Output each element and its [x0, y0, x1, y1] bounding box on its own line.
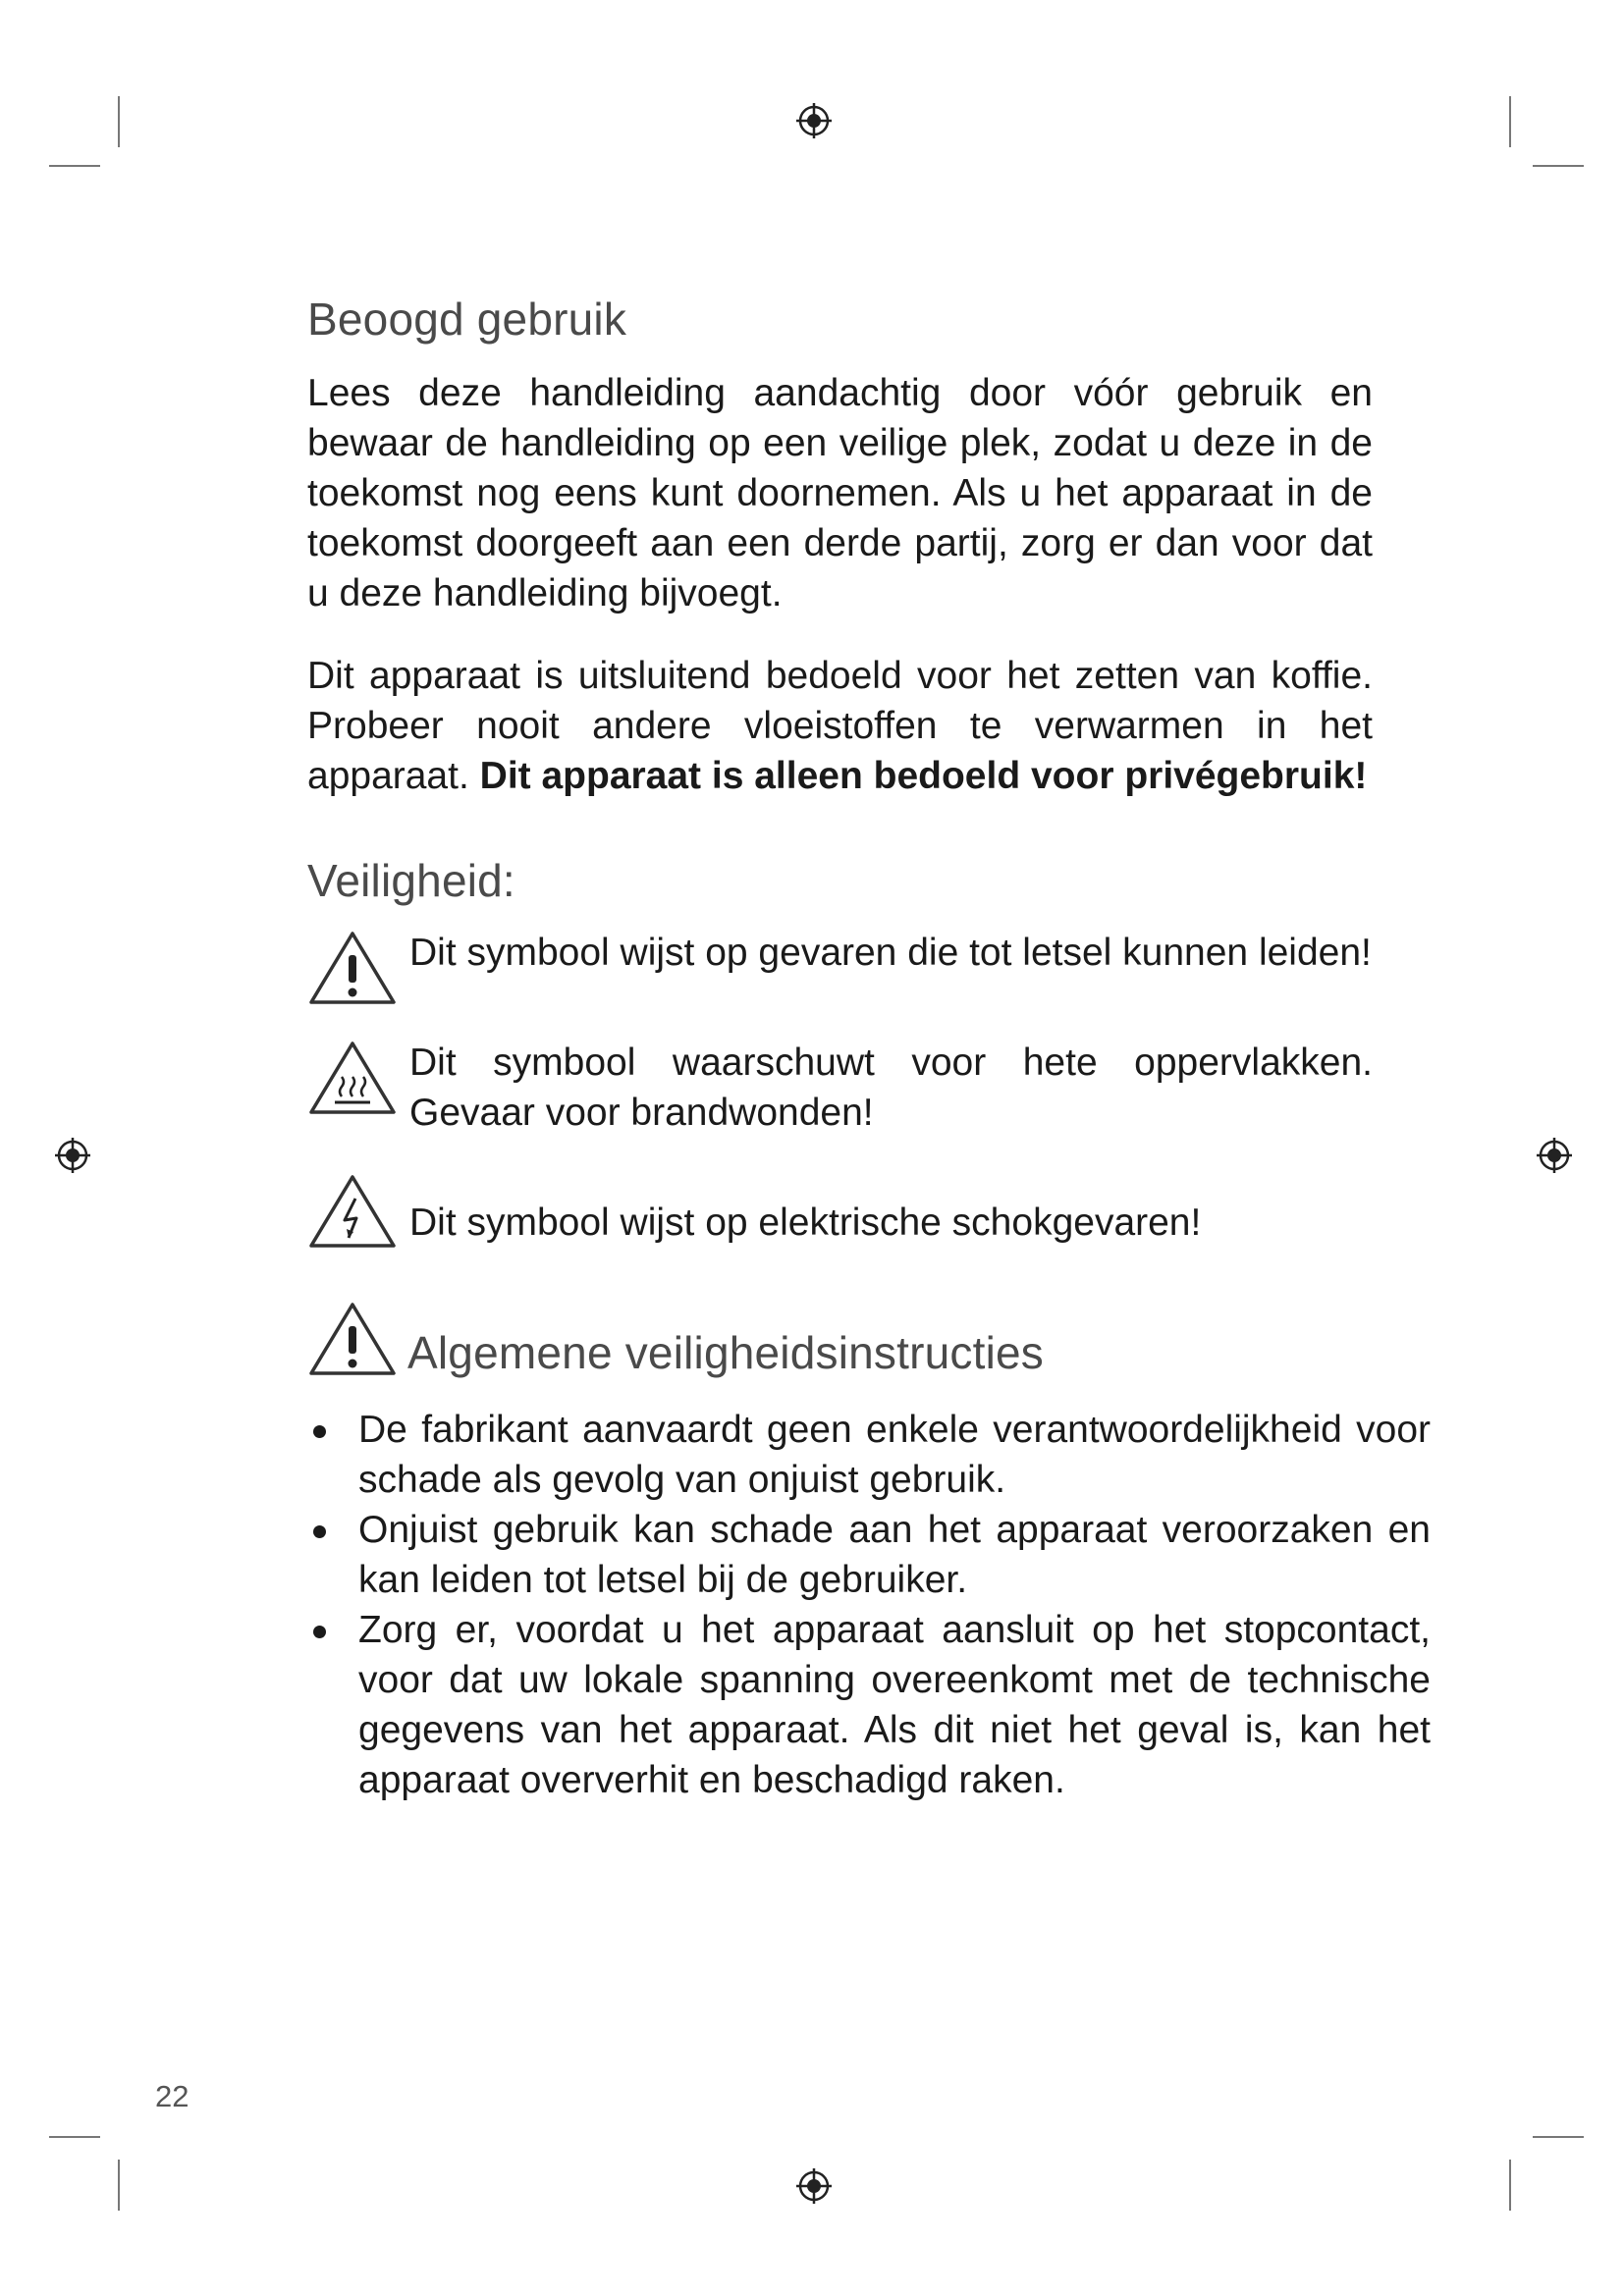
- list-item: [311, 1505, 1431, 1605]
- hot-surface-icon: [307, 1038, 398, 1116]
- bullet-icon: [313, 1626, 326, 1638]
- registration-mark-icon: [794, 2166, 834, 2206]
- list-item: [311, 1605, 1431, 1805]
- safety-symbol-row: [307, 1038, 1373, 1138]
- list-item-text: Onjuist gebruik kan schade aan het apparaat veroorzaken en kan leiden tot letsel bij de gebruiker.: [358, 1509, 1431, 1602]
- section-title-intended-use: Beoogd gebruik: [307, 294, 627, 345]
- intended-use-paragraph: Lees deze handleiding aandachtig door vóór gebruik en bewaar de handleiding op een veilige plek, zodat u deze in de toekomst nog eens kunt doornemen. Als u het apparaat in de toekomst doorgeeft aan een derde partij, zorg er dan voor dat u deze handleiding bijvoegt.: [307, 372, 1373, 615]
- registration-mark-icon: [53, 1136, 92, 1175]
- registration-mark-icon: [794, 101, 834, 140]
- crop-mark: [118, 2160, 120, 2211]
- bullet-icon: [313, 1425, 326, 1438]
- warning-icon: [307, 928, 398, 1006]
- crop-mark: [1509, 96, 1511, 147]
- bullet-icon: [313, 1525, 326, 1538]
- private-use-notice: Dit apparaat is alleen bedoeld voor privégebruik!: [479, 755, 1368, 798]
- list-item-text: Zorg er, voordat u het apparaat aansluit op het stopcontact, voor dat uw lokale spanning overeenkomt met de technische gegevens van het apparaat. Als dit niet het geval is, kan het apparaat oververhit en beschadigd raken.: [358, 1609, 1431, 1802]
- general-safety-list: [311, 1405, 1431, 1805]
- general-safety-heading: [307, 1299, 1373, 1377]
- symbol-description: Dit symbool wijst op elektrische schokgevaren!: [409, 1201, 1202, 1245]
- registration-mark-icon: [1535, 1136, 1574, 1175]
- crop-mark: [49, 2136, 100, 2138]
- page-content: [307, 293, 1431, 1805]
- list-item-text: De fabrikant aanvaardt geen enkele verantwoordelijkheid voor schade als gevolg van onjuist gebruik.: [358, 1409, 1431, 1502]
- crop-mark: [118, 96, 120, 147]
- page-number: 22: [155, 2079, 189, 2113]
- safety-symbol-row: [307, 928, 1373, 1006]
- crop-mark: [1533, 2136, 1584, 2138]
- list-item: [311, 1405, 1431, 1505]
- symbol-description: Dit symbool waarschuwt voor hete oppervlakken. Gevaar voor brandwonden!: [409, 1041, 1373, 1135]
- section-title-safety: Veiligheid:: [307, 855, 515, 907]
- electric-shock-icon: [307, 1171, 398, 1250]
- crop-mark: [49, 165, 100, 167]
- crop-mark: [1533, 165, 1584, 167]
- intended-use-text: Dit apparaat is uitsluitend bedoeld voor het zetten van koffie. Probeer nooit andere vloeistoffen te verwarmen in het apparaat.: [307, 655, 1373, 798]
- symbol-description: Dit symbool wijst op gevaren die tot letsel kunnen leiden!: [409, 932, 1372, 975]
- safety-symbol-row: [307, 1171, 1373, 1250]
- crop-mark: [1509, 2160, 1511, 2211]
- intended-use-paragraph-2: [307, 651, 1373, 801]
- section-title-general-safety: Algemene veiligheidsinstructies: [407, 1326, 1044, 1378]
- warning-icon: [307, 1299, 398, 1377]
